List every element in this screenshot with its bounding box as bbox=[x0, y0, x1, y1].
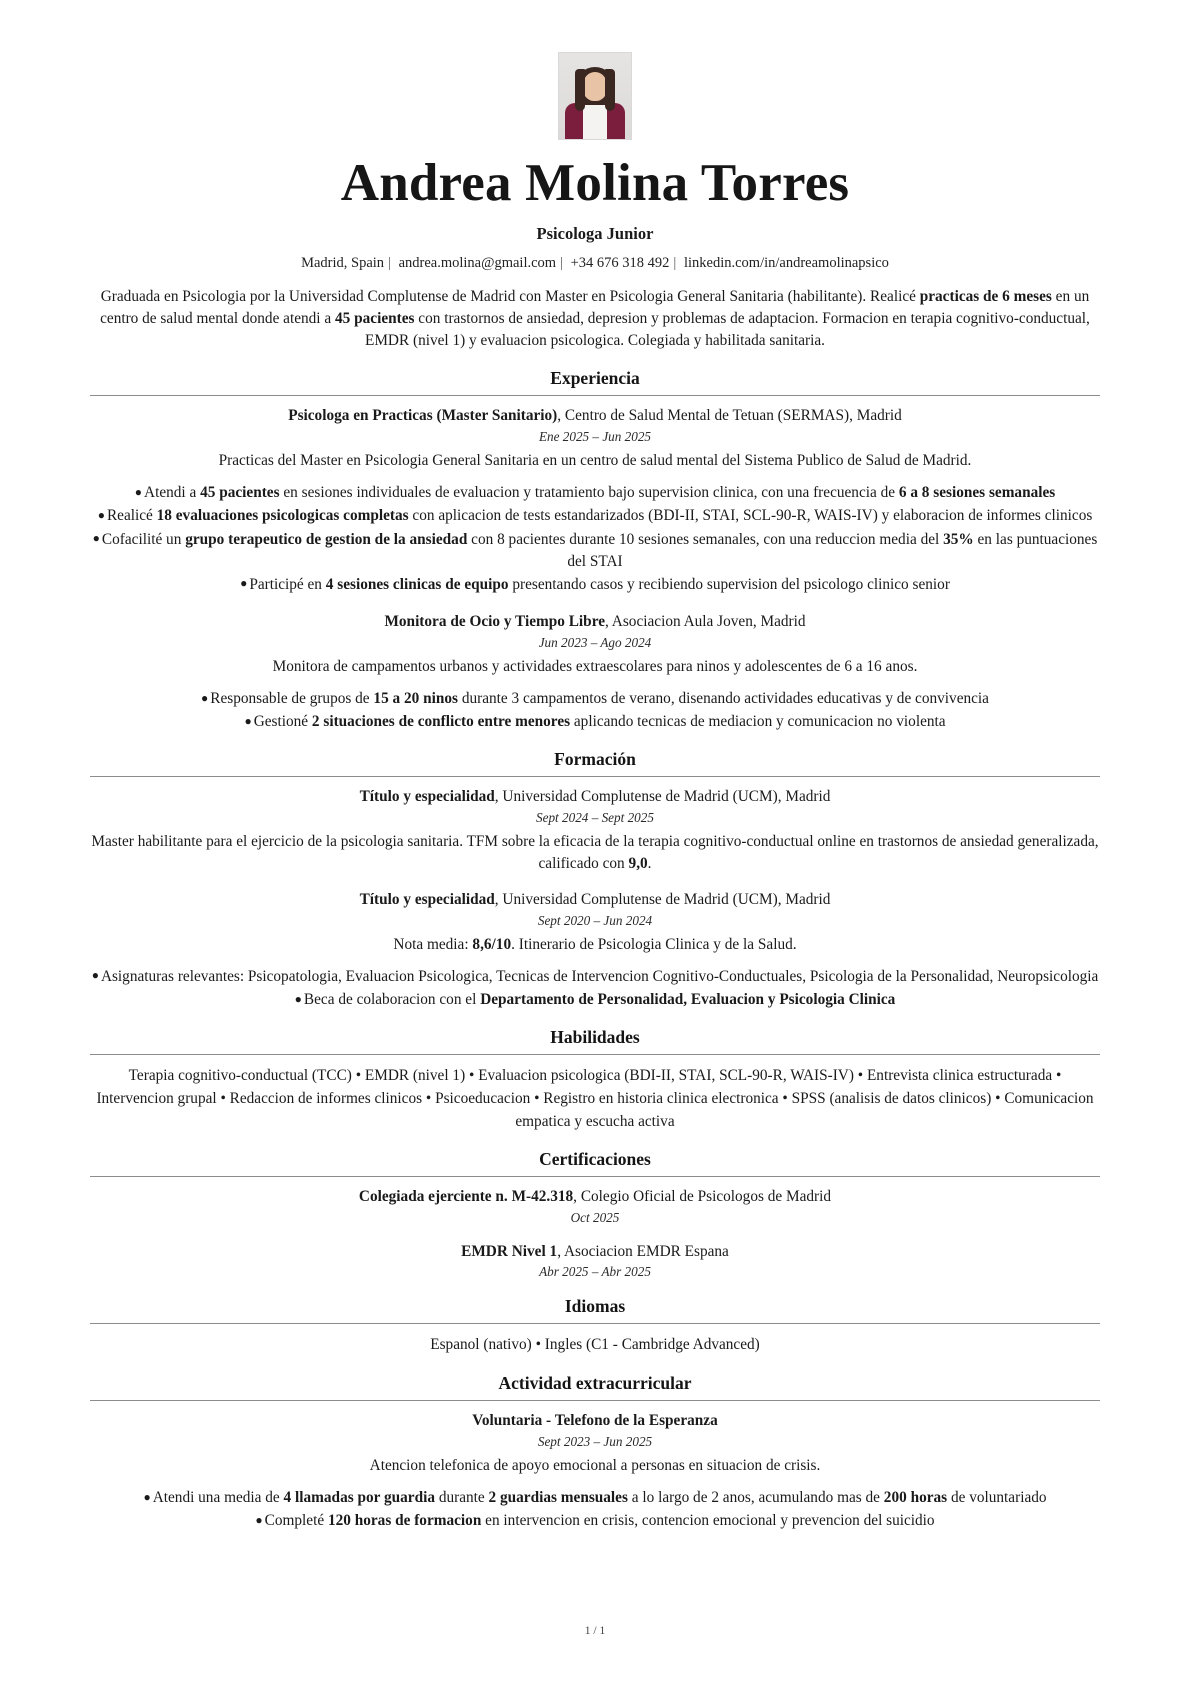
section-divider bbox=[90, 1400, 1100, 1401]
entry-description: Nota media: 8,6/10. Itinerario de Psicologia Clinica y de la Salud. bbox=[393, 935, 797, 953]
section-divider bbox=[90, 776, 1100, 777]
contact-separator: | bbox=[388, 254, 391, 271]
certification-name: Colegiada ejerciente n. M-42.318, Colegio Oficial de Psicologos de Madrid bbox=[358, 1188, 832, 1206]
bullet-item: ● Realicé 18 evaluaciones psicologicas completas con aplicacion de tests estandarizados (BDI-II, STAI, SCL-90-R, WAIS-IV) y elaboracion de informes clinicos bbox=[97, 507, 1093, 525]
section-divider bbox=[90, 1176, 1100, 1177]
entry-dates: Sept 2020 – Jun 2024 bbox=[537, 912, 653, 928]
list-item: Entrevista clinica estructurada bbox=[866, 1067, 1053, 1085]
entry-description: Atencion telefonica de apoyo emocional a personas en situacion de crisis. bbox=[369, 1456, 821, 1474]
list-separator: • bbox=[465, 1067, 479, 1085]
entry-heading: Título y especialidad, Universidad Complutense de Madrid (UCM), Madrid bbox=[359, 788, 831, 806]
bullet-item: ● Responsable de grupos de 15 a 20 ninos durante 3 campamentos de verano, disenando actividades educativas y de convivencia bbox=[201, 690, 989, 708]
entry-dates: Jun 2023 – Ago 2024 bbox=[538, 634, 652, 650]
entry-description: Master habilitante para el ejercicio de la psicologia sanitaria. TFM sobre la eficacia de la terapia cognitivo-conductual online en trastornos de ansiedad generalizada, calificado con 9,0. bbox=[91, 833, 1099, 872]
certification-name: EMDR Nivel 1, Asociacion EMDR Espana bbox=[461, 1242, 729, 1260]
list-separator: • bbox=[853, 1067, 867, 1085]
list-item: Redaccion de informes clinicos bbox=[229, 1089, 423, 1107]
bullet-dot-icon: ● bbox=[91, 968, 99, 983]
list-item: Psicoeducacion bbox=[435, 1089, 531, 1107]
contact-location: Madrid, Spain bbox=[301, 254, 385, 271]
list-separator: • bbox=[778, 1089, 792, 1107]
entry bbox=[90, 406, 1100, 596]
entry-dates: Sept 2024 – Sept 2025 bbox=[536, 810, 654, 826]
entry-dates: Ene 2025 – Jun 2025 bbox=[538, 428, 652, 444]
contact-separator: | bbox=[673, 254, 677, 271]
certification-dates: Abr 2025 – Abr 2025 bbox=[539, 1264, 651, 1280]
bullet-dot-icon: ● bbox=[97, 507, 105, 522]
section-title-certifications: Certificaciones bbox=[539, 1149, 651, 1170]
bullet-item: ● Cofacilité un grupo terapeutico de gestion de la ansiedad con 8 pacientes durante 10 sesiones semanales, con una reduccion media del 35% en las puntuaciones del STAI bbox=[92, 530, 1098, 570]
entry bbox=[90, 787, 1100, 873]
photo-face bbox=[584, 72, 607, 101]
list-item: Ingles (C1 - Cambridge Advanced) bbox=[544, 1336, 760, 1354]
contact-phone[interactable]: +34 676 318 492 bbox=[570, 254, 670, 271]
skills-list bbox=[90, 1065, 1100, 1133]
bullet-item: ● Participé en 4 sesiones clinicas de equipo presentando casos y recibiendo supervision del psicologo clinico senior bbox=[240, 575, 950, 593]
experience-entries bbox=[90, 406, 1100, 733]
section-title-languages: Idiomas bbox=[564, 1296, 626, 1317]
contact-line bbox=[90, 255, 1100, 272]
entry-bullets bbox=[90, 1487, 1100, 1532]
certification-entry bbox=[90, 1242, 1100, 1281]
list-separator: • bbox=[531, 1336, 545, 1354]
list-separator: • bbox=[530, 1089, 544, 1107]
bullet-item: ● Gestioné 2 situaciones de conflicto entre menores aplicando tecnicas de mediacion y comunicacion no violenta bbox=[244, 713, 946, 731]
section-experience bbox=[90, 368, 1100, 733]
list-item: Intervencion grupal bbox=[96, 1089, 217, 1107]
entry-bullets bbox=[90, 688, 1100, 733]
entry bbox=[90, 1411, 1100, 1532]
list-separator: • bbox=[216, 1089, 230, 1107]
contact-separator: | bbox=[560, 254, 563, 271]
entry-bullets bbox=[90, 482, 1100, 596]
entry-heading: Título y especialidad, Universidad Complutense de Madrid (UCM), Madrid bbox=[359, 890, 831, 908]
list-item: Evaluacion psicologica (BDI-II, STAI, SCL-90-R, WAIS-IV) bbox=[478, 1067, 854, 1085]
list-separator: • bbox=[351, 1067, 365, 1085]
section-divider bbox=[90, 1323, 1100, 1324]
section-title-extracurricular: Actividad extracurricular bbox=[498, 1373, 692, 1394]
avatar bbox=[558, 52, 632, 140]
section-title-experience: Experiencia bbox=[550, 368, 640, 389]
entry-heading: Voluntaria - Telefono de la Esperanza bbox=[472, 1412, 718, 1430]
list-separator: • bbox=[991, 1089, 1005, 1107]
list-item: Terapia cognitivo-conductual (TCC) bbox=[128, 1067, 352, 1085]
entry-description: Monitora de campamentos urbanos y actividades extraescolares para ninos y adolescentes de 6 a 16 anos. bbox=[272, 657, 918, 675]
languages-list bbox=[90, 1334, 1100, 1357]
bullet-item: ● Completé 120 horas de formacion en intervencion en crisis, contencion emocional y prevencion del suicidio bbox=[255, 1512, 935, 1530]
bullet-dot-icon: ● bbox=[143, 1489, 151, 1504]
bullet-dot-icon: ● bbox=[294, 991, 302, 1006]
entry-heading: Psicologa en Practicas (Master Sanitario), Centro de Salud Mental de Tetuan (SERMAS), Madrid bbox=[288, 407, 902, 425]
bullet-dot-icon: ● bbox=[255, 1512, 263, 1527]
bullet-dot-icon: ● bbox=[134, 484, 143, 499]
section-divider bbox=[90, 395, 1100, 396]
photo-hair-right bbox=[605, 69, 615, 111]
section-certifications bbox=[90, 1149, 1100, 1280]
bullet-item: ● Atendi una media de 4 llamadas por guardia durante 2 guardias mensuales a lo largo de 2 anos, acumulando mas de 200 horas de voluntariado bbox=[143, 1489, 1047, 1507]
section-extracurricular bbox=[90, 1373, 1100, 1532]
list-item: SPSS (analisis de datos clinicos) bbox=[791, 1089, 992, 1107]
contact-email[interactable]: andrea.molina@gmail.com bbox=[398, 254, 557, 271]
entry bbox=[90, 890, 1100, 1011]
profile-photo-wrap bbox=[90, 52, 1100, 140]
section-title-skills: Habilidades bbox=[550, 1027, 640, 1048]
section-education bbox=[90, 749, 1100, 1011]
contact-linkedin[interactable]: linkedin.com/in/andreamolinapsico bbox=[683, 254, 889, 271]
bullet-item: ● Beca de colaboracion con el Departamento de Personalidad, Evaluacion y Psicologia Clinica bbox=[294, 991, 896, 1009]
page-title: Andrea Molina Torres bbox=[340, 154, 850, 212]
list-item: Espanol (nativo) bbox=[430, 1336, 532, 1354]
certification-dates: Oct 2025 bbox=[570, 1209, 620, 1225]
extracurricular-entries bbox=[90, 1411, 1100, 1532]
entry-bullets bbox=[90, 966, 1100, 1011]
bullet-dot-icon: ● bbox=[240, 576, 248, 591]
certification-entry bbox=[90, 1187, 1100, 1226]
job-title: Psicologa Junior bbox=[536, 223, 654, 243]
entry-heading: Monitora de Ocio y Tiempo Libre, Asociacion Aula Joven, Madrid bbox=[384, 613, 806, 631]
entry bbox=[90, 612, 1100, 733]
section-divider bbox=[90, 1054, 1100, 1055]
entry-description: Practicas del Master en Psicologia General Sanitaria en un centro de salud mental del Sistema Publico de Salud de Madrid. bbox=[218, 451, 972, 469]
list-separator: • bbox=[1052, 1067, 1062, 1085]
section-languages bbox=[90, 1296, 1100, 1357]
bullet-dot-icon: ● bbox=[92, 531, 100, 546]
summary-paragraph: Graduada en Psicologia por la Universidad Complutense de Madrid con Master en Psicologia General Sanitaria (habilitante). Realicé practicas de 6 meses en un centro de salud mental donde atendi a 45 pacientes con trastornos de ansiedad, depresion y problemas de adaptacion. Formacion en terapia cognitivo-conductual, EMDR (nivel 1) y evaluacion psicologica. Colegiada y habilitada sanitaria. bbox=[100, 287, 1090, 349]
list-item: EMDR (nivel 1) bbox=[364, 1067, 466, 1085]
page-footer: 1 / 1 bbox=[584, 1625, 606, 1637]
entry-dates: Sept 2023 – Jun 2025 bbox=[537, 1433, 653, 1449]
education-entries bbox=[90, 787, 1100, 1011]
certification-entries bbox=[90, 1187, 1100, 1280]
photo-hair-left bbox=[575, 69, 585, 111]
list-item: Registro en historia clinica electronica bbox=[543, 1089, 779, 1107]
bullet-dot-icon: ● bbox=[244, 713, 252, 728]
list-item: Comunicacion empatica y escucha activa bbox=[515, 1089, 1094, 1130]
bullet-item: ● Asignaturas relevantes: Psicopatologia, Evaluacion Psicologica, Tecnicas de Intervencion Cognitivo-Conductuales, Psicologia de la Personalidad, Neuropsicologia bbox=[91, 967, 1099, 985]
section-title-education: Formación bbox=[554, 749, 636, 770]
bullet-dot-icon: ● bbox=[201, 690, 209, 705]
bullet-item: ● Atendi a 45 pacientes en sesiones individuales de evaluacion y tratamiento bajo supervision clinica, con una frecuencia de 6 a 8 sesiones semanales bbox=[134, 484, 1056, 502]
section-skills bbox=[90, 1027, 1100, 1133]
list-separator: • bbox=[422, 1089, 436, 1107]
